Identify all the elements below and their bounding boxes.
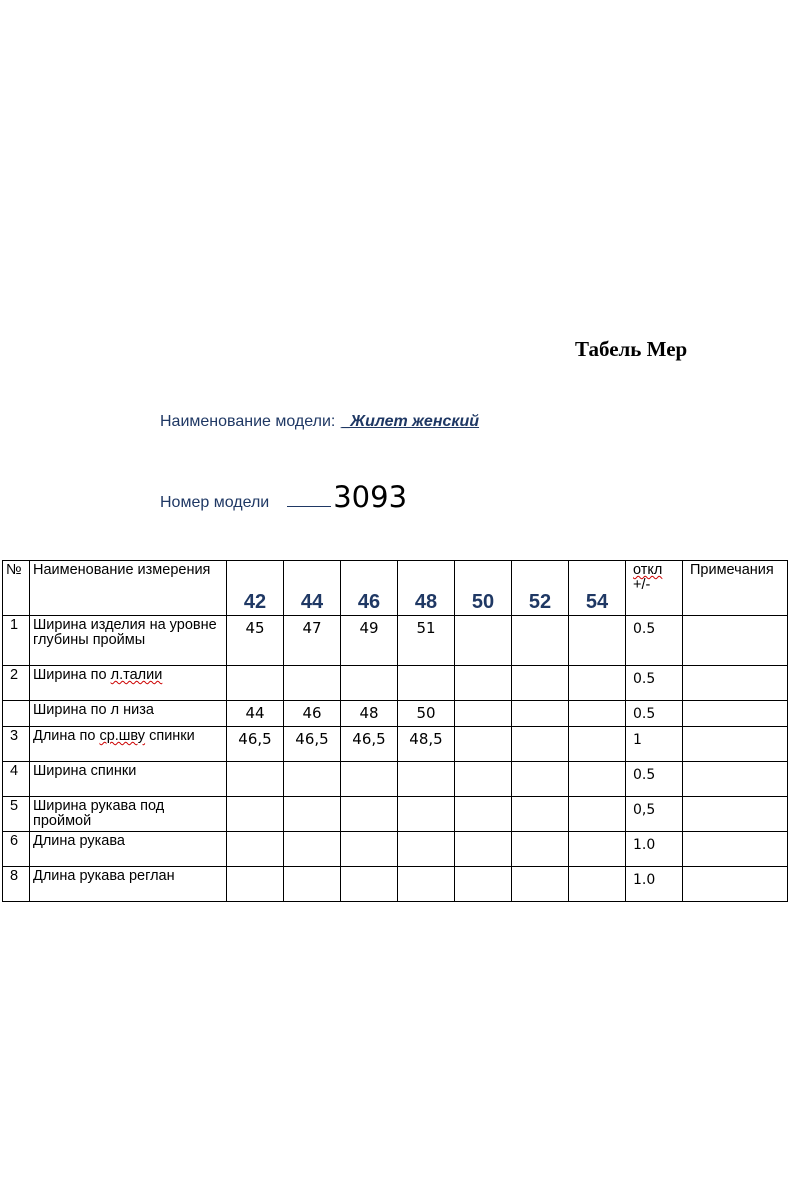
row-tolerance: 0.5 [626, 762, 683, 797]
row-note [683, 616, 788, 666]
row-name-part: Ширина по [33, 667, 111, 683]
row-value: 49 [341, 616, 398, 666]
model-name-line [160, 413, 479, 431]
row-name: Ширина изделия на уровне глубины проймы [30, 616, 227, 666]
row-value [341, 762, 398, 797]
row-value [455, 797, 512, 832]
row-number: 2 [3, 666, 30, 701]
header-tolerance-a: откл [633, 562, 663, 578]
model-number-label: Номер модели [160, 494, 270, 511]
row-value [569, 666, 626, 701]
row-value [341, 867, 398, 902]
table-row [3, 701, 788, 727]
row-tolerance: 0,5 [626, 797, 683, 832]
model-number-line [160, 480, 407, 514]
row-value [569, 797, 626, 832]
row-value: 46,5 [341, 727, 398, 762]
table-row [3, 727, 788, 762]
row-note [683, 666, 788, 701]
row-name: Длина рукава [30, 832, 227, 867]
row-value: 51 [398, 616, 455, 666]
row-name: Ширина рукава под проймой [30, 797, 227, 832]
row-value [455, 762, 512, 797]
row-value [455, 701, 512, 727]
row-value: 47 [284, 616, 341, 666]
row-value [341, 666, 398, 701]
header-size: 54 [569, 561, 626, 616]
row-name: Ширина по л низа [30, 701, 227, 727]
row-number: 4 [3, 762, 30, 797]
table-row [3, 867, 788, 902]
row-value: 46,5 [284, 727, 341, 762]
row-value: 46,5 [227, 727, 284, 762]
row-number [3, 701, 30, 727]
row-tolerance: 0.5 [626, 616, 683, 666]
row-value [512, 701, 569, 727]
row-name: Ширина спинки [30, 762, 227, 797]
row-note [683, 797, 788, 832]
row-value [512, 797, 569, 832]
row-note [683, 867, 788, 902]
row-value [569, 867, 626, 902]
row-value [284, 832, 341, 867]
row-value [569, 832, 626, 867]
row-value [398, 867, 455, 902]
row-name-part: ср.шву [99, 728, 146, 744]
row-value [284, 867, 341, 902]
table-row [3, 762, 788, 797]
row-value: 50 [398, 701, 455, 727]
row-tolerance: 0.5 [626, 666, 683, 701]
header-size: 46 [341, 561, 398, 616]
row-tolerance: 0.5 [626, 701, 683, 727]
row-value: 46 [284, 701, 341, 727]
header-size: 50 [455, 561, 512, 616]
header-notes: Примечания [683, 561, 788, 616]
row-tolerance: 1.0 [626, 867, 683, 902]
row-value [227, 797, 284, 832]
row-value [284, 666, 341, 701]
row-value: 48 [341, 701, 398, 727]
row-value [455, 832, 512, 867]
row-value [569, 762, 626, 797]
table-row [3, 616, 788, 666]
row-value [569, 616, 626, 666]
model-number-underline [287, 494, 331, 507]
row-value [512, 666, 569, 701]
row-value [512, 832, 569, 867]
row-tolerance: 1 [626, 727, 683, 762]
row-value [227, 762, 284, 797]
header-tolerance-b: +/- [633, 576, 651, 593]
row-value [455, 616, 512, 666]
row-number: 8 [3, 867, 30, 902]
row-value: 45 [227, 616, 284, 666]
row-value [512, 727, 569, 762]
row-value [512, 762, 569, 797]
row-value [398, 762, 455, 797]
row-value [227, 832, 284, 867]
row-value [398, 832, 455, 867]
model-name-value: _Жилет женский [341, 413, 480, 430]
row-value [569, 727, 626, 762]
page-title: Табель Мер [575, 337, 688, 361]
row-value [569, 701, 626, 727]
row-value [227, 666, 284, 701]
row-number: 6 [3, 832, 30, 867]
measurement-table [2, 560, 788, 902]
header-tolerance [626, 561, 683, 616]
table-header-row [3, 561, 788, 616]
row-number: 5 [3, 797, 30, 832]
row-note [683, 762, 788, 797]
row-value [512, 616, 569, 666]
row-name-part: спинки [145, 728, 195, 744]
row-number: 3 [3, 727, 30, 762]
header-size: 44 [284, 561, 341, 616]
table-row [3, 832, 788, 867]
row-name-part: Длина по [33, 728, 100, 744]
table-row [3, 797, 788, 832]
row-name [30, 666, 227, 701]
table-row [3, 666, 788, 701]
header-no: № [3, 561, 30, 616]
row-value [284, 762, 341, 797]
row-name [30, 727, 227, 762]
row-value [512, 867, 569, 902]
row-value [455, 867, 512, 902]
row-name-part: л.талии [110, 667, 163, 683]
row-value: 44 [227, 701, 284, 727]
row-value [227, 867, 284, 902]
row-note [683, 832, 788, 867]
row-note [683, 701, 788, 727]
row-value [341, 797, 398, 832]
header-measure: Наименование измерения [30, 561, 227, 616]
header-size: 48 [398, 561, 455, 616]
row-value [455, 666, 512, 701]
row-value [284, 797, 341, 832]
row-note [683, 727, 788, 762]
row-value: 48,5 [398, 727, 455, 762]
row-name: Длина рукава реглан [30, 867, 227, 902]
model-number-value: 3093 [333, 480, 408, 514]
row-number: 1 [3, 616, 30, 666]
header-size: 52 [512, 561, 569, 616]
row-tolerance: 1.0 [626, 832, 683, 867]
model-name-label: Наименование модели: [160, 413, 336, 430]
row-value [455, 727, 512, 762]
row-value [398, 666, 455, 701]
header-size: 42 [227, 561, 284, 616]
row-value [341, 832, 398, 867]
row-value [398, 797, 455, 832]
